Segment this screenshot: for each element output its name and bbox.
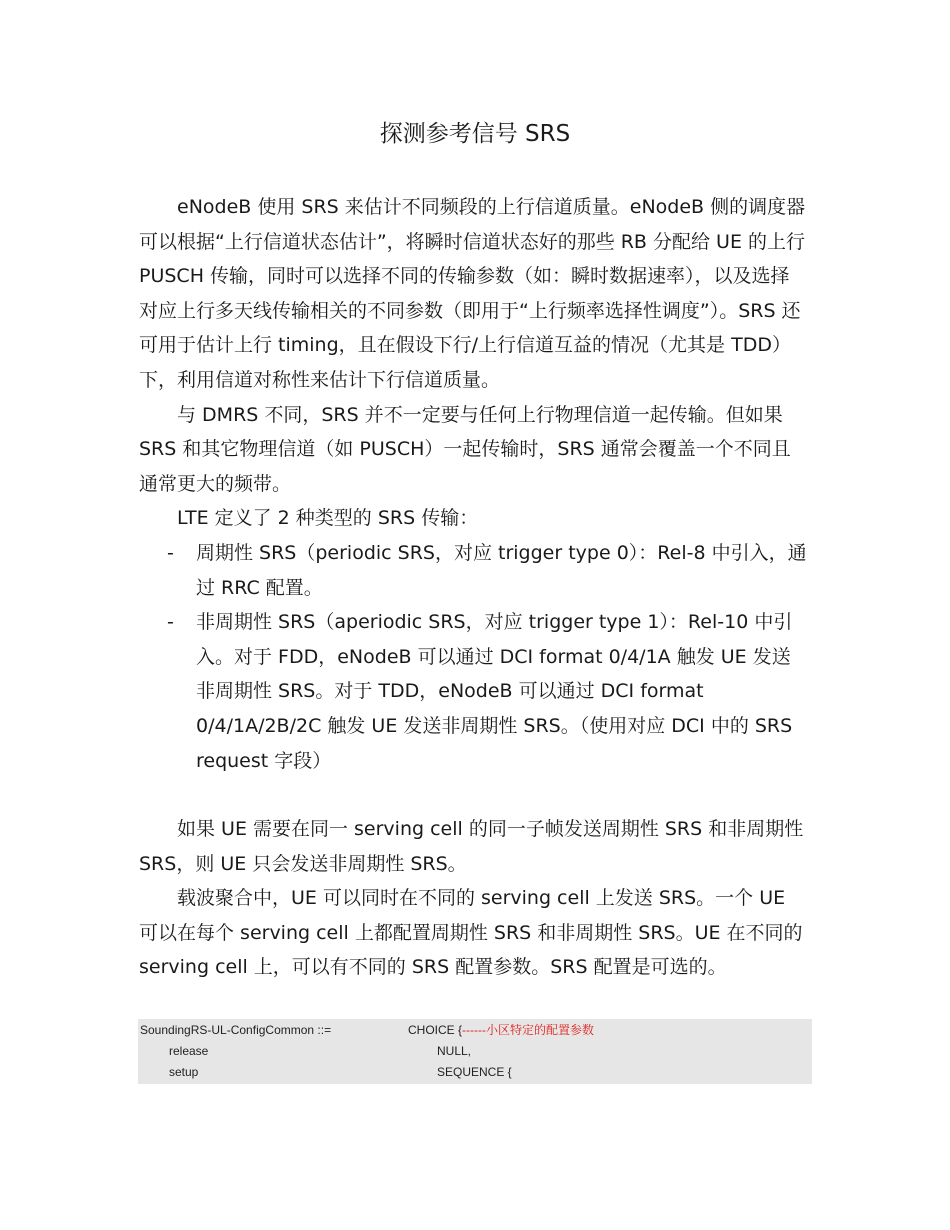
code-comment: ------小区特定的配置参数 (462, 1023, 594, 1037)
list-item-text: 非周期性 SRS（aperiodic SRS，对应 trigger type 1）：Rel-10 中引入。对于 FDD，eNodeB 可以通过 DCI format 0/4/1A 触发 UE 发送非周期性 SRS。对于 TDD，eNodeB 可以通过 DCI format 0/4/1A/2B/2C 触发 UE 发送非周期性 SRS。（使用对应 DCI 中的 SRS request 字段） (196, 611, 793, 772)
code-row (138, 1020, 812, 1041)
paragraph-srs-purpose: eNodeB 使用 SRS 来估计不同频段的上行信道质量。eNodeB 侧的调度器可以根据“上行信道状态估计”，将瞬时信道状态好的那些 RB 分配给 UE 的上行 PUSCH 传输，同时可以选择不同的传输参数（如：瞬时数据速率），以及选择对应上行多天线传输相关的不同参数（即用于“上行频率选择性调度”）。SRS 还可用于估计上行 timing，且在假设下行/上行信道互益的情况（尤其是 TDD）下，利用信道对称性来估计下行信道质量。 (139, 196, 806, 391)
srs-type-list (139, 536, 807, 778)
list-dash: - (167, 611, 174, 634)
code-field-type: SEQUENCE { (437, 1065, 512, 1079)
document-title: 探测参考信号 SRS (379, 121, 571, 147)
paragraph-dmrs-difference: 与 DMRS 不同，SRS 并不一定要与任何上行物理信道一起传输。但如果 SRS 和其它物理信道（如 PUSCH）一起传输时，SRS 通常会覆盖一个不同且通常更大的频带。 (139, 403, 791, 495)
code-field-type: NULL, (437, 1044, 472, 1058)
list-dash: - (167, 541, 174, 564)
code-field-name: release (169, 1044, 209, 1058)
paragraph-carrier-aggregation: 载波聚合中，UE 可以同时在不同的 serving cell 上发送 SRS。一个 UE 可以在每个 serving cell 上都配置周期性 SRS 和非周期性 SRS。UE 在不同的 serving cell 上，可以有不同的 SRS 配置参数。SRS 配置是可选的。 (139, 887, 803, 979)
paragraph-srs-types-intro: LTE 定义了 2 种类型的 SRS 传输： (177, 507, 479, 530)
code-field-type (408, 1020, 594, 1041)
code-row (138, 1062, 812, 1083)
paragraph-same-subframe: 如果 UE 需要在同一 serving cell 的同一子帧发送周期性 SRS 和非周期性 SRS，则 UE 只会发送非周期性 SRS。 (139, 818, 804, 875)
document-body (139, 190, 807, 985)
code-block (138, 1019, 812, 1084)
code-field-name: setup (169, 1065, 199, 1079)
code-field-name: SoundingRS-UL-ConfigCommon ::= (140, 1023, 332, 1037)
list-item-periodic-srs (139, 536, 807, 605)
code-type-text: CHOICE { (408, 1023, 463, 1037)
list-item-aperiodic-srs (139, 605, 807, 778)
code-row (138, 1041, 812, 1062)
list-item-text: 周期性 SRS（periodic SRS，对应 trigger type 0）：Rel-8 中引入，通过 RRC 配置。 (196, 541, 807, 599)
